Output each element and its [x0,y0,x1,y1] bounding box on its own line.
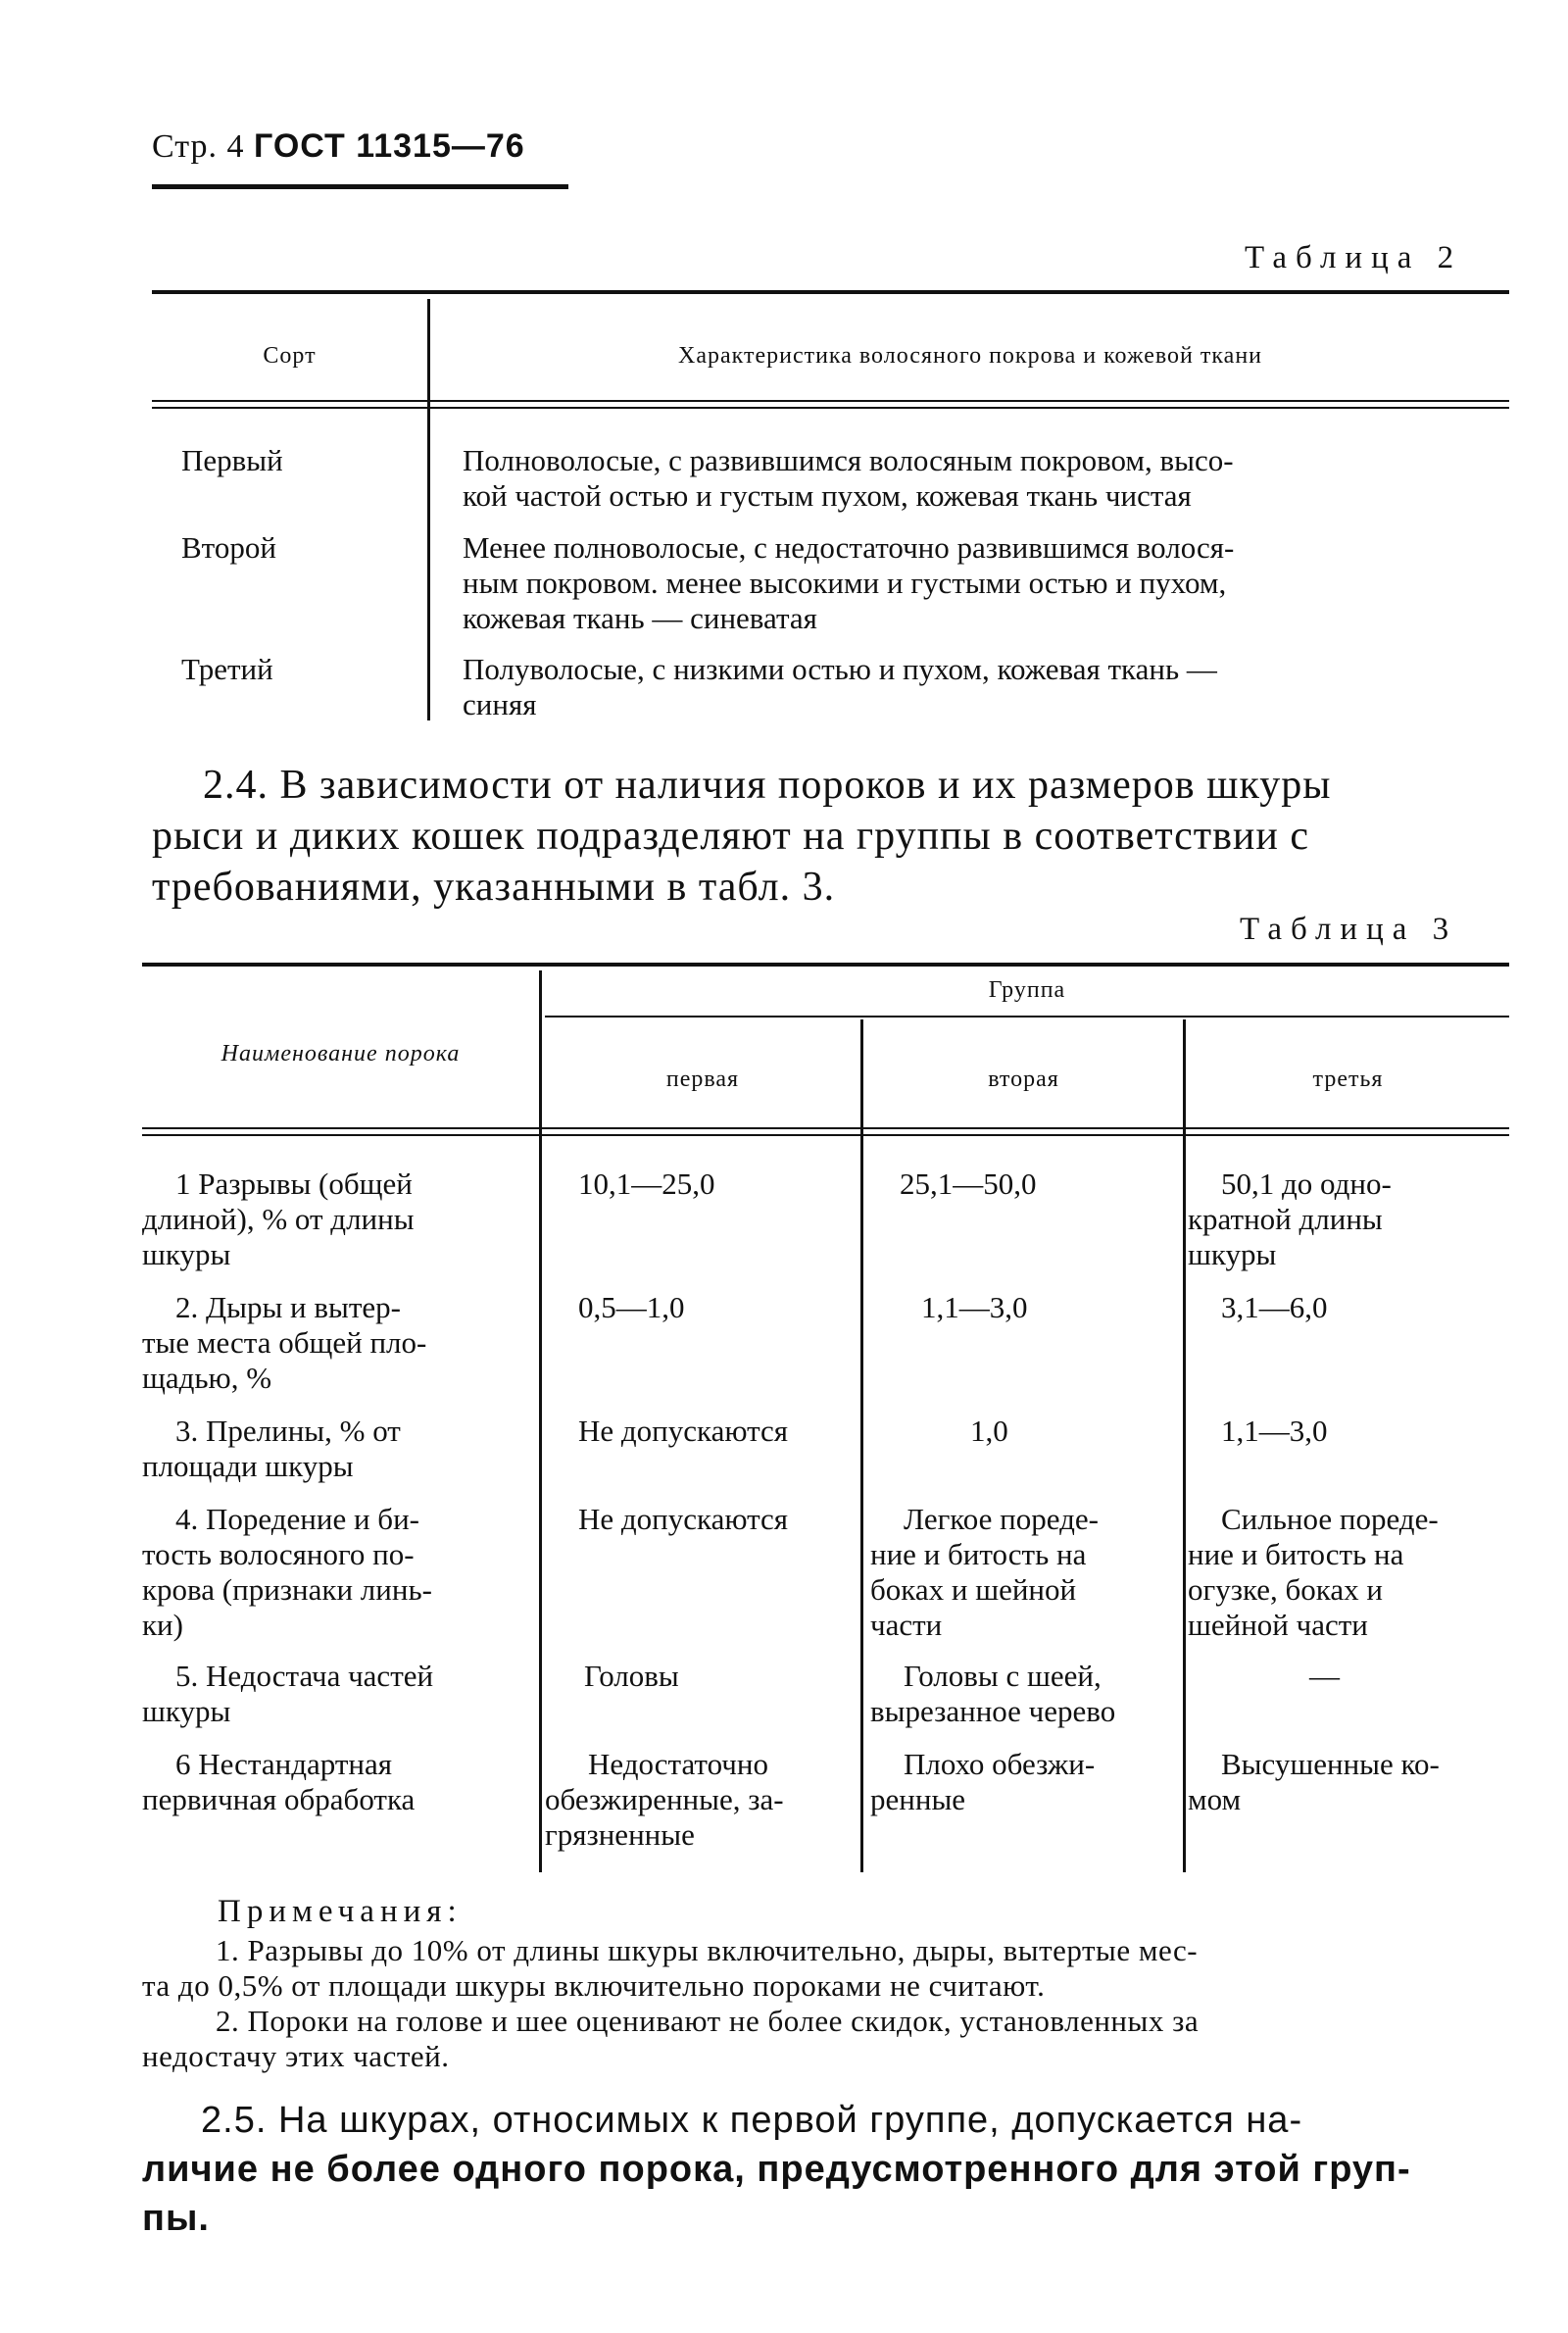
table3-group1-value [578,1290,685,1325]
text-line: 3. Прелины, % от [175,1414,401,1448]
text-line: 2.5. На шкурах, относимых к первой группе, допускается на- [201,2100,1303,2141]
text-line: Недостаточно [588,1747,768,1781]
table3-group1-value [578,1502,788,1537]
header-rule [152,184,568,189]
text-line: недостачу этих частей. [142,2039,450,2073]
table3-group2-value [870,1659,1182,1729]
text-line: крова (признаки линь- [142,1572,432,1607]
table3-group3-value [1188,1166,1482,1272]
table3-divider-3 [1183,1019,1186,1872]
text-line: 6 Нестандартная [175,1747,392,1781]
text-line: длиной), % от длины [142,1202,415,1236]
text-line: Полноволосые, с развившимся волосяным покровом, высо- [463,443,1234,477]
text-line: 5. Недостача частей [175,1659,434,1693]
table3-defect-name [142,1747,505,1817]
text-line: обезжиренные, за- [545,1782,784,1816]
text-line: Менее полноволосые, с недостаточно развившимся волося- [463,530,1235,565]
text-line: щадью, % [142,1361,272,1395]
table3-top-rule [142,963,1509,967]
text-line: — [1309,1659,1340,1693]
text-line: 0,5—1,0 [578,1290,685,1324]
text-line: 25,1—50,0 [900,1166,1037,1201]
text-line: Не допускаются [578,1414,789,1448]
table3-divider-2 [860,1019,863,1872]
text-line: Плохо обезжи- [904,1747,1096,1781]
table2-grade: Первый [181,443,283,477]
table3-defect-name [142,1659,505,1729]
table2-caption: Таблица 2 [1245,240,1463,275]
table3-header-rule-2 [142,1134,1509,1136]
text-line: кратной длины [1188,1202,1383,1236]
text-line: та до 0,5% от площади шкуры включительно пороками не считают. [142,1968,1046,2003]
paragraph-2-5 [142,2096,1509,2243]
text-line: Сильное пореде- [1221,1502,1439,1536]
text-line: шкуры [1188,1237,1277,1271]
table3-group2-value [870,1747,1164,1817]
table3-header-group: Группа [988,977,1066,1003]
text-line: огузке, боках и [1188,1572,1383,1607]
text-line: шкуры [142,1237,231,1271]
table3-group2-value [970,1414,1008,1449]
text-line: шкуры [142,1694,231,1728]
table3-defect-name [142,1290,505,1396]
table2-header-characteristic: Характеристика волосяного покрова и кожевой ткани [677,343,1263,369]
text-line: 1. Разрывы до 10% от длины шкуры включительно, дыры, вытертые мес- [216,1933,1199,1967]
text-line: ки) [142,1608,183,1642]
paragraph-2-4 [152,760,1509,913]
table3-header-group-2: вторая [988,1067,1059,1092]
table3-defect-name [142,1166,505,1272]
table3-group-rule [545,1016,1509,1018]
table2-grade: Второй [181,530,276,565]
table2-header-rule-1 [152,400,1509,402]
table3-header-group-1: первая [665,1067,740,1092]
text-line: части [870,1608,943,1642]
table3-group1-value [545,1747,839,1853]
standard-number: ГОСТ 11315—76 [254,127,525,165]
table2-characteristic [463,443,1509,514]
text-line: 4. Поредение и би- [175,1502,419,1536]
notes-body [142,1933,1509,2074]
table3-group3-value [1221,1290,1328,1325]
table3-group1-value [578,1166,715,1202]
table3-divider-1 [539,970,542,1872]
text-line: вырезанное черево [870,1694,1116,1728]
page-number: Стр. 4 [152,128,245,165]
table3-group3-value [1188,1502,1482,1643]
text-line: 2. Дыры и вытер- [175,1290,401,1324]
table3-header-defect: Наименование порока [220,1041,461,1067]
text-line: 2.4. В зависимости от наличия пороков и их размеров шкуры [203,763,1332,808]
table3-group3-value [1188,1747,1482,1817]
table2-characteristic [463,652,1509,722]
text-line: 1,0 [970,1414,1008,1448]
text-line: кой частой остью и густым пухом, кожевая ткань чистая [463,478,1192,513]
text-line: пы. [142,2198,210,2239]
text-line: Полуволосые, с низкими остью и пухом, кожевая ткань — [463,652,1217,686]
table3-caption: Таблица 3 [1240,912,1458,947]
text-line: тость волосяного по- [142,1537,415,1571]
text-line: Не допускаются [578,1502,789,1536]
page-header [152,127,525,166]
notes-title: Примечания: [218,1894,463,1929]
table2-grade: Третий [181,652,273,686]
text-line: первичная обработка [142,1782,416,1816]
text-line: Высушенные ко- [1221,1747,1440,1781]
text-line: рыси и диких кошек подразделяют на группы в соответствии с [152,814,1310,859]
text-line: 10,1—25,0 [578,1166,715,1201]
table2-column-divider [427,299,430,720]
text-line: мом [1188,1782,1242,1816]
table3-group1-value [578,1414,788,1449]
text-line: шейной части [1188,1608,1368,1642]
table3-defect-name [142,1414,505,1484]
table3-group3-value [1309,1659,1340,1694]
text-line: ние и битость на [870,1537,1087,1571]
text-line: Головы [584,1659,679,1693]
text-line: 1,1—3,0 [921,1290,1028,1324]
text-line: синяя [463,687,537,721]
text-line: Легкое пореде- [904,1502,1099,1536]
table2-header-grade: Сорт [263,343,317,369]
table3-header-rule-1 [142,1127,1509,1129]
text-line: 2. Пороки на голове и шее оценивают не более скидок, установленных за [216,2004,1200,2038]
text-line: ренные [870,1782,966,1816]
text-line: требованиями, указанными в табл. 3. [152,865,836,910]
table3-group2-value [921,1290,1028,1325]
table3-group1-value [584,1659,679,1694]
table3-header-group-3: третья [1312,1067,1384,1092]
text-line: Головы с шеей, [904,1659,1102,1693]
table3-group3-value [1221,1414,1328,1449]
table3-group2-value [870,1502,1164,1643]
table3-group2-value [900,1166,1037,1202]
text-line: грязненные [545,1817,695,1852]
text-line: 50,1 до одно- [1221,1166,1392,1201]
text-line: боках и шейной [870,1572,1077,1607]
table2-characteristic [463,530,1509,636]
table3-defect-name [142,1502,505,1643]
text-line: 1 Разрывы (общей [175,1166,413,1201]
table2-header-rule-2 [152,407,1509,409]
text-line: 1,1—3,0 [1221,1414,1328,1448]
text-line: личие не более одного порока, предусмотренного для этой груп- [142,2149,1411,2190]
text-line: ным покровом. менее высокими и густыми остью и пухом, [463,566,1227,600]
text-line: кожевая ткань — синеватая [463,601,817,635]
table2-top-rule [152,290,1509,294]
text-line: площади шкуры [142,1449,354,1483]
text-line: ние и битость на [1188,1537,1404,1571]
text-line: тые места общей пло- [142,1325,427,1360]
text-line: 3,1—6,0 [1221,1290,1328,1324]
